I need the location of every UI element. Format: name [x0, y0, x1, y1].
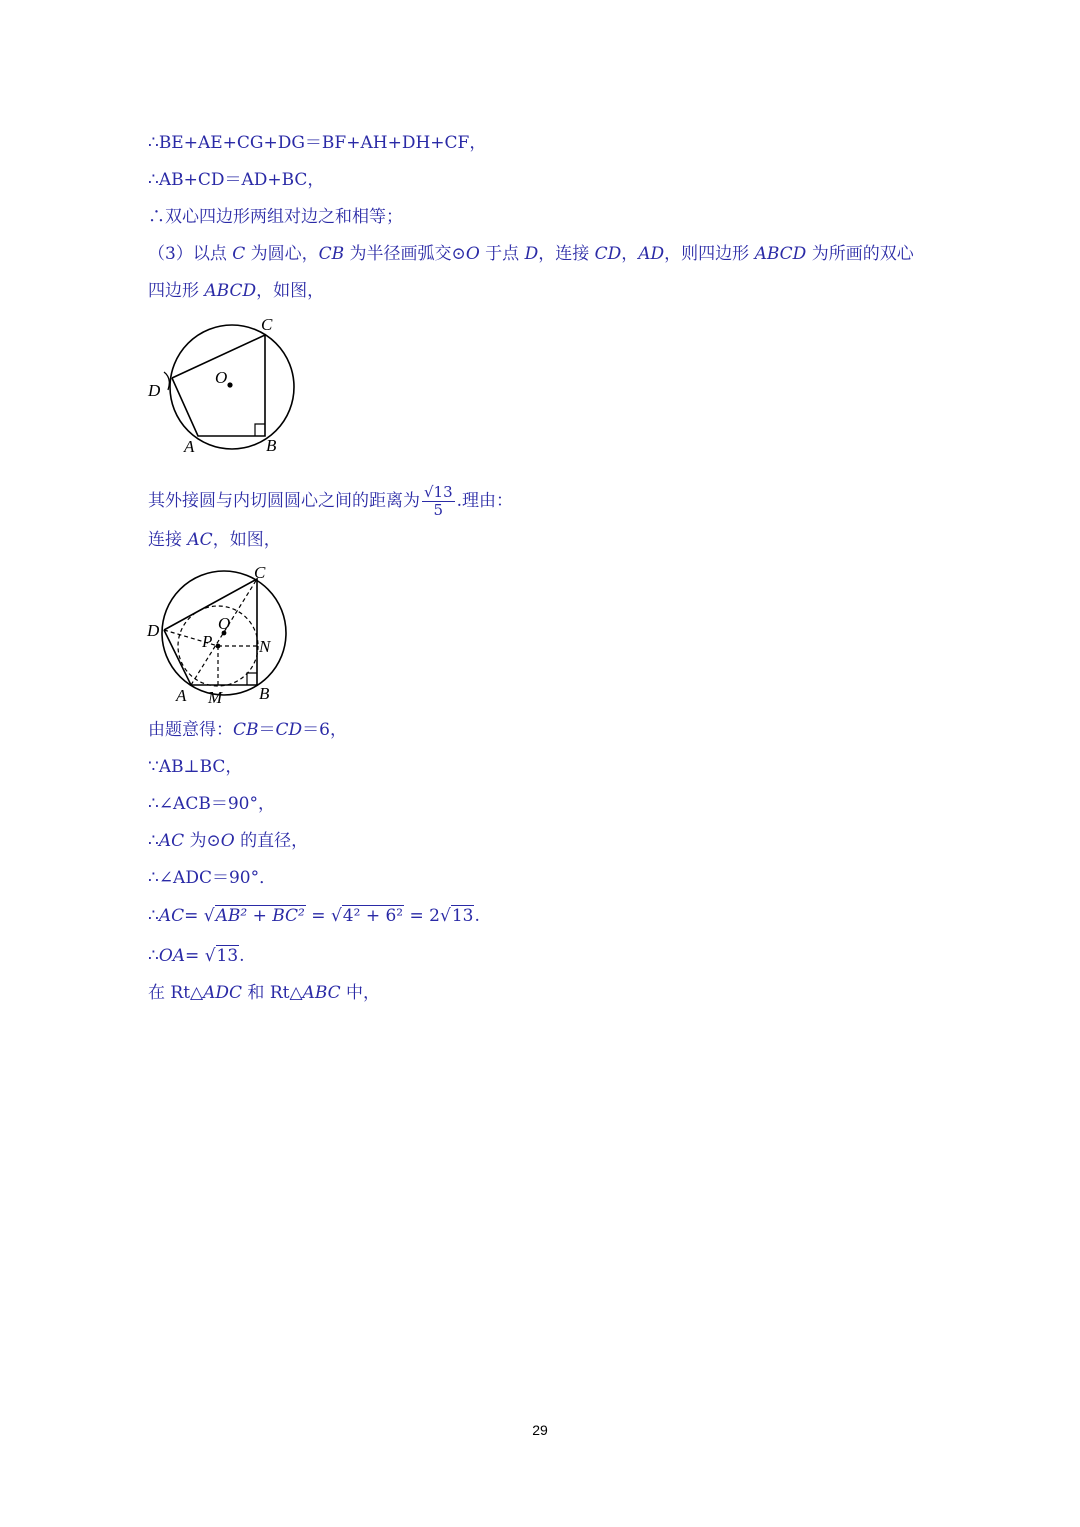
- segment-cd: CD: [594, 244, 622, 264]
- segment-ad: AD: [638, 244, 665, 264]
- angle-acb-line: ∴∠ACB＝90°，: [148, 794, 275, 814]
- label-p: P: [202, 632, 213, 651]
- connect-ac-line: [148, 529, 281, 551]
- text: ，如图，: [256, 281, 325, 301]
- text: 由题意得：: [148, 720, 233, 740]
- fraction-numerator: √13: [424, 483, 453, 501]
- text: = √: [185, 946, 216, 966]
- text: ＝: [258, 720, 276, 740]
- right-angle-mark: [247, 673, 257, 685]
- label-a: A: [184, 437, 195, 456]
- angle-adc-line: ∴∠ADC＝90°．: [148, 868, 277, 888]
- text: ∴: [148, 831, 159, 851]
- text: = √: [184, 906, 215, 926]
- segment-ac: AC: [187, 530, 213, 550]
- label-a: A: [176, 686, 187, 705]
- text: 的直径，: [234, 831, 309, 851]
- segment-oa: OA: [158, 946, 186, 966]
- text: .理由：: [456, 491, 514, 511]
- circle-o: O: [465, 244, 480, 264]
- segment-ac: AC: [158, 831, 185, 851]
- distance-claim-line: [148, 484, 513, 519]
- radicand: 4² + 6²: [342, 906, 404, 926]
- segment-cb: CB: [318, 244, 345, 264]
- point-d: D: [524, 244, 539, 264]
- label-n: N: [259, 637, 271, 656]
- circle-o: O: [220, 831, 235, 851]
- text: 其外接圆与内切圆圆心之间的距离为: [148, 491, 420, 511]
- text: ，如图，: [212, 530, 281, 550]
- segment-ac: AC: [158, 906, 185, 926]
- circumcircle: [170, 325, 294, 449]
- label-m: M: [208, 688, 223, 707]
- figure-cyclic-quadrilateral: [140, 312, 310, 461]
- part3-line-2: [148, 280, 324, 302]
- text: 为所画的双心: [806, 244, 914, 264]
- proof-line-2: ∴AB+CD＝AD+BC，: [148, 170, 325, 190]
- label-c: C: [261, 315, 273, 334]
- fraction: [422, 484, 455, 519]
- radicand: 13: [216, 946, 239, 966]
- text: 于点: [479, 244, 525, 264]
- point-c: C: [232, 244, 246, 264]
- diameter-line: [148, 830, 308, 852]
- arc-mark: [164, 372, 169, 390]
- radicand: AB² + BC²: [215, 906, 305, 926]
- segment-cb: CB: [233, 720, 259, 740]
- radicand: 13: [451, 906, 474, 926]
- text: ∴: [148, 946, 159, 966]
- label-d: D: [147, 621, 160, 640]
- text: 在 Rt△: [148, 983, 204, 1003]
- fraction-denominator: 5: [433, 501, 444, 519]
- text: 连接: [148, 530, 188, 550]
- text: 中，: [340, 983, 381, 1003]
- quad-abcd: ABCD: [204, 281, 257, 301]
- label-b: B: [266, 436, 277, 455]
- oa-length-line: [148, 945, 245, 967]
- quad-abcd: ABCD: [754, 244, 807, 264]
- center-p-dot: [216, 644, 221, 649]
- label-b: B: [259, 684, 270, 703]
- text: ＝6，: [302, 720, 347, 740]
- triangle-abc: ABC: [302, 983, 341, 1003]
- text: .: [474, 906, 480, 926]
- label-o: O: [218, 614, 231, 633]
- text: ，: [621, 244, 639, 264]
- text: ，连接: [538, 244, 595, 264]
- text: 和 Rt△: [242, 983, 303, 1003]
- segment-cd: CD: [275, 720, 303, 740]
- page-number: 29: [532, 1422, 548, 1438]
- label-d: D: [148, 381, 161, 400]
- ac-length-line: [148, 905, 480, 927]
- proof-line-1: ∴BE+AE+CG+DG＝BF+AH+DH+CF，: [148, 133, 487, 153]
- text: = 2√: [404, 906, 451, 926]
- text: .: [239, 946, 245, 966]
- label-o: O: [215, 368, 228, 387]
- given-line: [148, 719, 347, 741]
- triangles-line: [148, 982, 380, 1004]
- center-o-dot: [227, 382, 232, 387]
- text: （3）以点: [148, 244, 233, 264]
- text: ∴: [148, 906, 159, 926]
- text: 为圆心，: [245, 244, 319, 264]
- proof-line-3: ∴双心四边形两组对边之和相等；: [148, 207, 403, 227]
- label-c: C: [254, 563, 266, 582]
- text: ，则四边形: [664, 244, 755, 264]
- triangle-adc: ADC: [203, 983, 243, 1003]
- part3-line-1: [148, 243, 914, 265]
- text: 为半径画弧交⊙: [344, 244, 466, 264]
- text: 为⊙: [184, 831, 221, 851]
- right-angle-mark: [255, 424, 265, 436]
- because-line: ∵AB⊥BC，: [148, 757, 243, 777]
- figure-incircle-construction: [140, 560, 310, 712]
- text: = √: [305, 906, 342, 926]
- text: 四边形: [148, 281, 205, 301]
